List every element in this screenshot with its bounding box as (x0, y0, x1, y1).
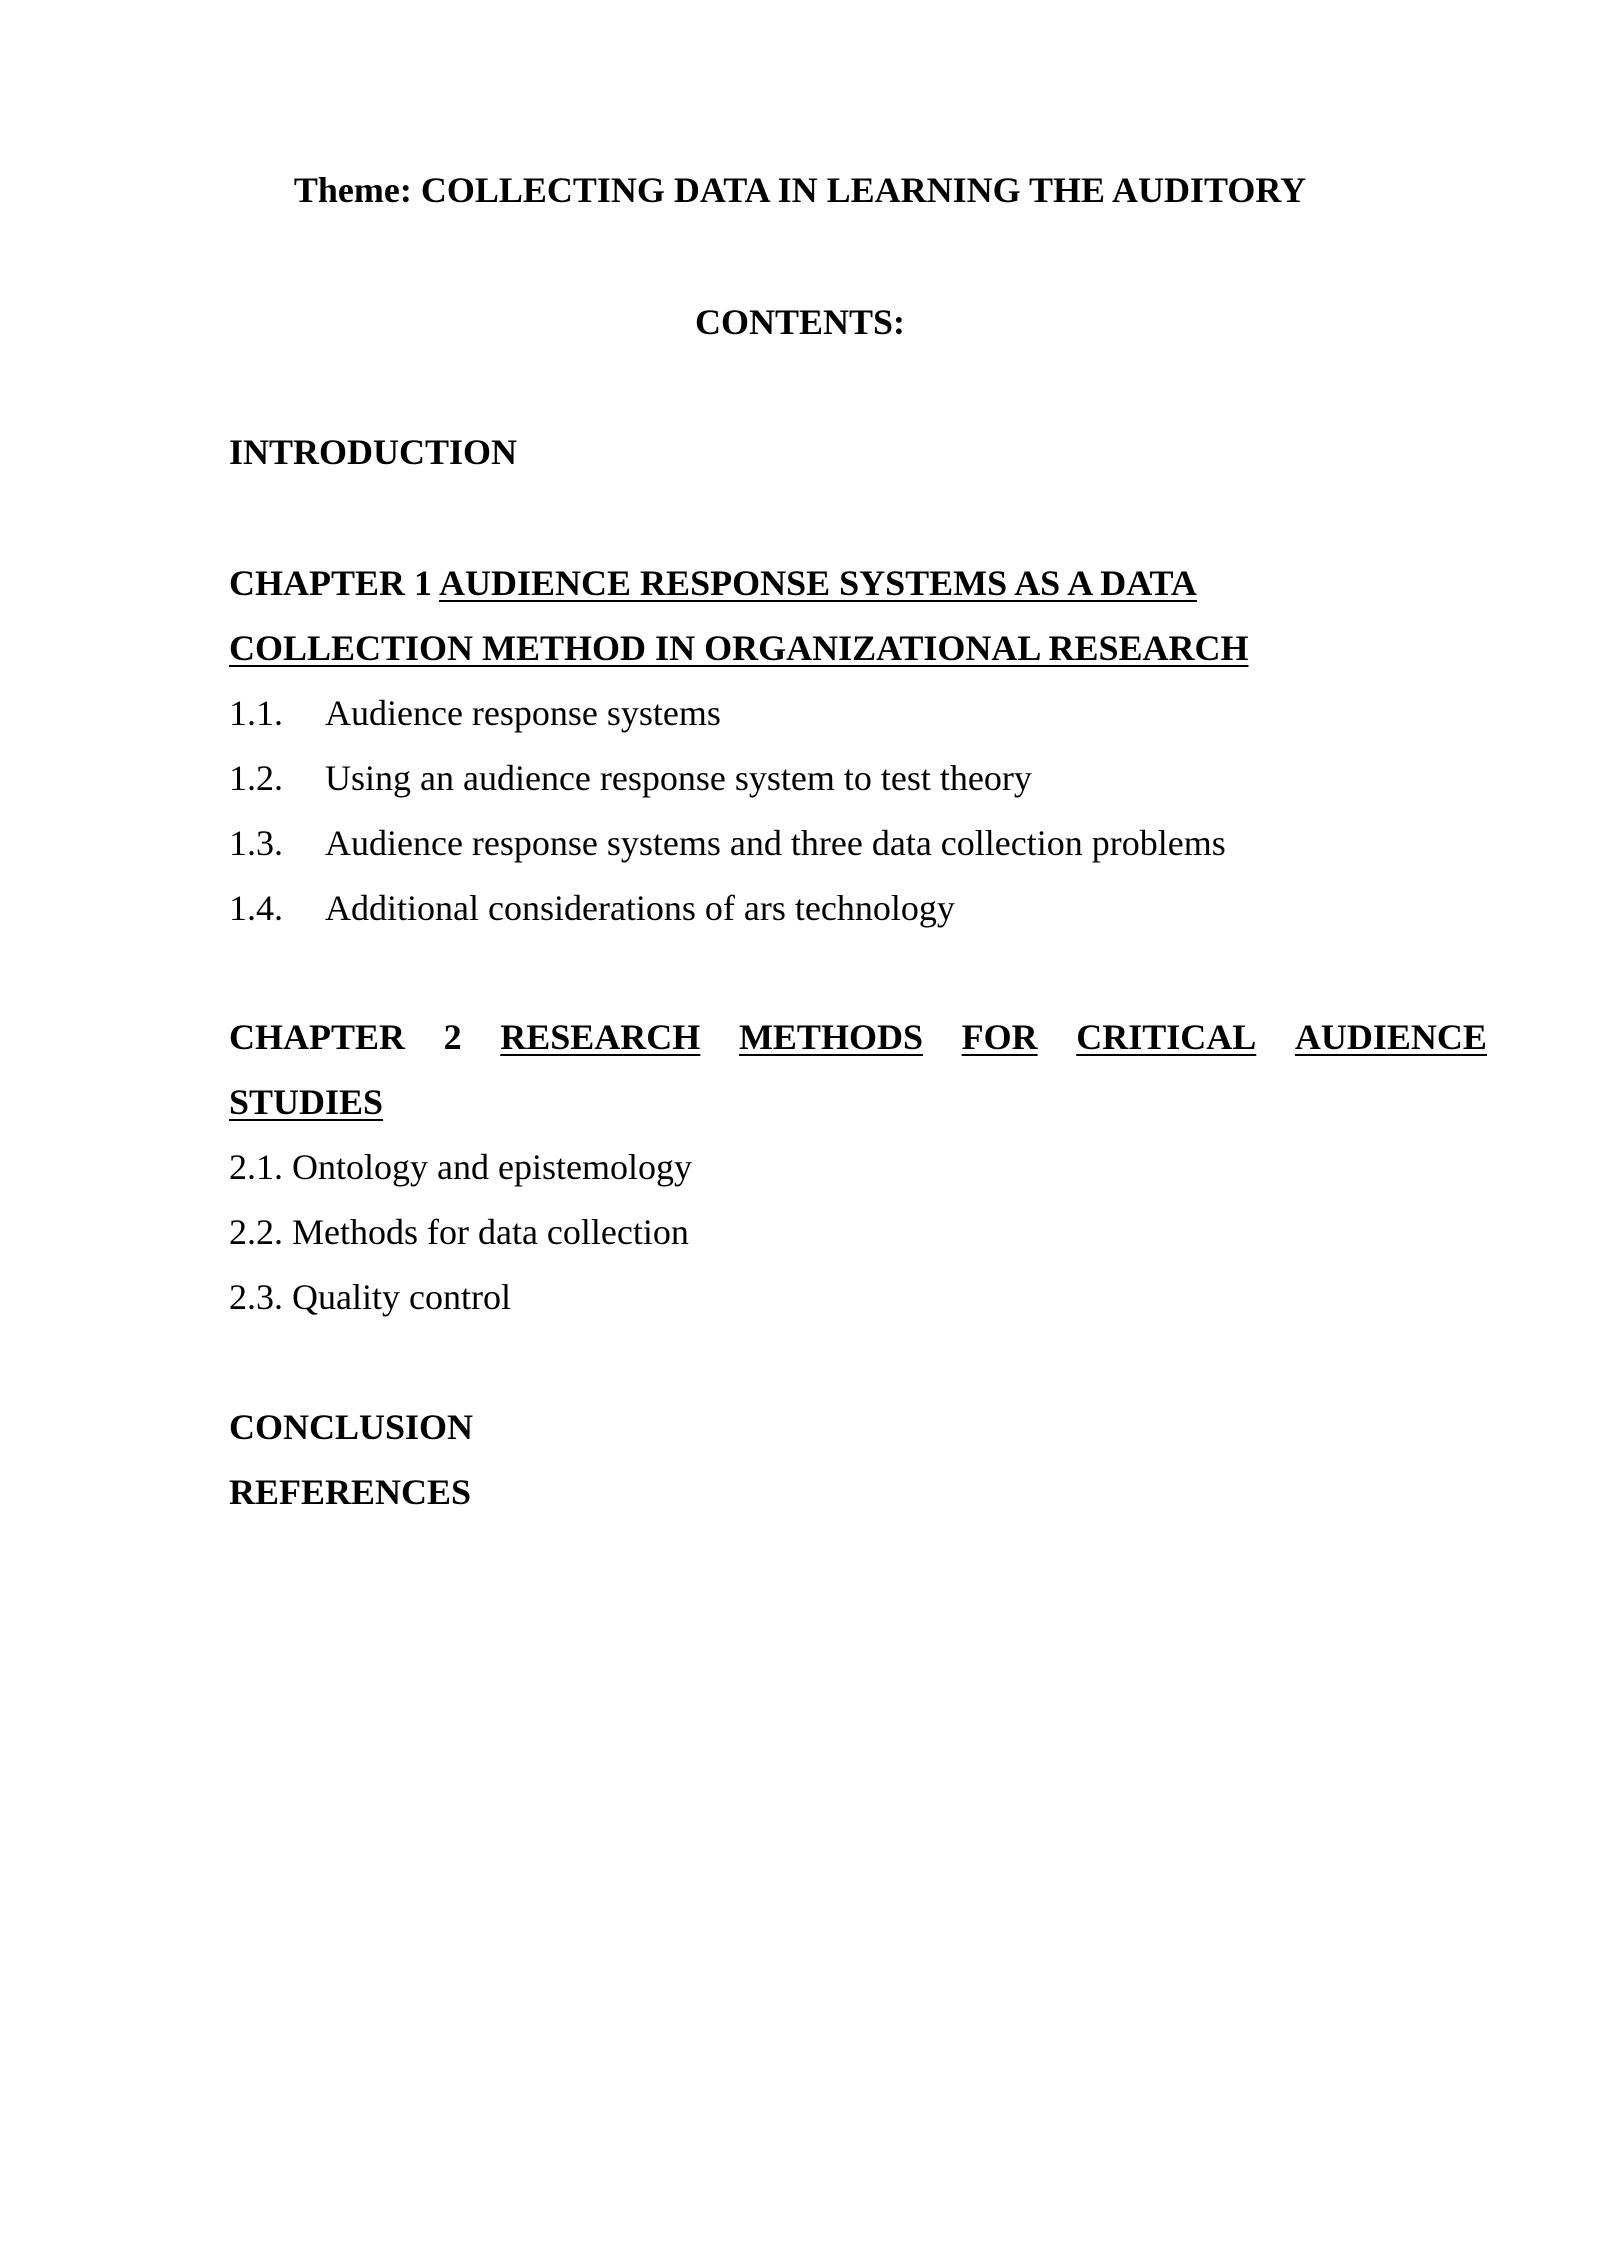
chapter2-title-line2: STUDIES (229, 1082, 384, 1122)
section-title: Additional considerations of ars technology (325, 888, 955, 928)
toc-chapter2-heading-cont (229, 1080, 383, 1124)
section-number: 1.3. (229, 823, 283, 863)
toc-references: REFERENCES (229, 1472, 472, 1512)
chapter1-title-line1: AUDIENCE RESPONSE SYSTEMS AS A DATA (439, 563, 1197, 603)
toc-chapter2-heading (229, 1015, 1487, 1059)
contents-heading: CONTENTS: (694, 302, 906, 342)
chapter2-title-word: CRITICAL (1076, 1017, 1257, 1057)
chapter1-title-line2: COLLECTION METHOD IN ORGANIZATIONAL RESEARCH (229, 628, 1249, 668)
toc-section-1-4 (229, 886, 955, 930)
section-title: Using an audience response system to test theory (325, 758, 1032, 798)
chapter2-title-word: METHODS (738, 1017, 923, 1057)
section-title: Audience response systems and three data collection problems (325, 823, 1226, 863)
section-number: 1.2. (229, 758, 283, 798)
toc-conclusion: CONCLUSION (229, 1407, 474, 1447)
document-theme: Theme: COLLECTING DATA IN LEARNING THE AUDITORY (293, 170, 1307, 210)
toc-chapter1-heading (229, 561, 1197, 605)
chapter1-prefix: CHAPTER 1 (229, 563, 433, 603)
toc-chapter1-heading-cont (229, 626, 1249, 670)
toc-section-2-3: 2.3. Quality control (229, 1277, 511, 1317)
chapter2-prefix-word: CHAPTER (229, 1017, 406, 1057)
chapter2-title-word: AUDIENCE (1294, 1017, 1487, 1057)
section-number: 1.1. (229, 693, 283, 733)
toc-section-1-1 (229, 691, 721, 735)
toc-section-1-3 (229, 821, 1226, 865)
toc-section-2-1: 2.1. Ontology and epistemology (229, 1147, 692, 1187)
section-title: Audience response systems (325, 693, 721, 733)
toc-introduction: INTRODUCTION (229, 432, 518, 472)
chapter2-prefix-word: 2 (443, 1017, 462, 1057)
chapter2-title-word: RESEARCH (500, 1017, 701, 1057)
toc-section-1-2 (229, 756, 1032, 800)
chapter2-title-word: FOR (961, 1017, 1038, 1057)
toc-section-2-2: 2.2. Methods for data collection (229, 1212, 689, 1252)
section-number: 1.4. (229, 888, 283, 928)
